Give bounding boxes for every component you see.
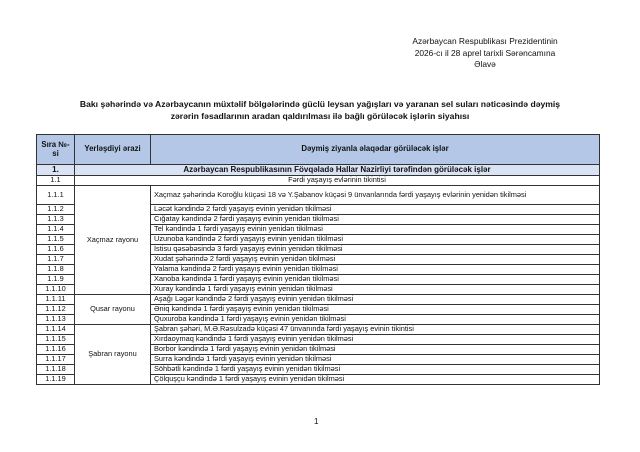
row-num: 1.1.14 — [37, 325, 75, 335]
table-row — [37, 186, 600, 205]
header-work: Dəymiş ziyanla əlaqədar görüləcək işlər — [151, 135, 600, 165]
header-area: Yerləşdiyi ərazi — [75, 135, 151, 165]
document-title — [40, 98, 600, 122]
header-num: Sıra №-si — [37, 135, 75, 165]
row-num: 1.1.13 — [37, 315, 75, 325]
row-text: Əniq kəndində 1 fərdi yaşayış evinin yenidən tikilməsi — [151, 305, 600, 315]
row-num: 1.1.9 — [37, 275, 75, 285]
row-text: Borbor kəndində 1 fərdi yaşayış evinin yenidən tikilməsi — [151, 345, 600, 355]
subsection-num: 1.1 — [37, 176, 75, 186]
row-num: 1.1.17 — [37, 355, 75, 365]
area-cell-xacmaz: Xaçmaz rayonu — [75, 186, 151, 295]
table-row — [37, 325, 600, 335]
row-num: 1.1.19 — [37, 375, 75, 385]
row-num: 1.1.8 — [37, 265, 75, 275]
subsection-label: Fərdi yaşayış evlərinin tikintisi — [75, 176, 600, 186]
area-cell-qusar: Qusar rayonu — [75, 295, 151, 325]
row-text: Çölquşçu kəndində 1 fərdi yaşayış evinin yenidən tikilməsi — [151, 375, 600, 385]
row-num: 1.1.11 — [37, 295, 75, 305]
row-num: 1.1.2 — [37, 205, 75, 215]
annex-line-1: Azərbaycan Respublikası Prezidentinin — [412, 36, 558, 46]
annex-line-2: 2026-cı il 28 aprel tarixli Sərəncamına — [414, 47, 556, 58]
row-text: Xırdaoymaq kəndində 1 fərdi yaşayış evinin yenidən tikilməsi — [151, 335, 600, 345]
row-text: Aşağı Ləgər kəndində 2 fərdi yaşayış evinin yenidən tikilməsi — [151, 295, 600, 305]
row-num: 1.1.7 — [37, 255, 75, 265]
row-text: Xuray kəndində 1 fərdi yaşayış evinin yenidən tikilməsi — [151, 285, 600, 295]
row-text: Yalama kəndində 2 fərdi yaşayış evinin yenidən tikilməsi — [151, 265, 600, 275]
row-text: Tel kəndində 1 fərdi yaşayış evinin yenidən tikilməsi — [151, 225, 600, 235]
table-header-row — [37, 135, 600, 165]
row-num: 1.1.10 — [37, 285, 75, 295]
row-num: 1.1.5 — [37, 235, 75, 245]
page-number: 1 — [314, 417, 319, 426]
row-num: 1.1.18 — [37, 365, 75, 375]
works-table — [36, 134, 600, 385]
annex-line-3: Əlavə — [474, 59, 496, 69]
row-num: 1.1.15 — [37, 335, 75, 345]
row-text: Xaçmaz şəhərində Koroğlu küçəsi 18 və Y.Şabanov küçəsi 9 ünvanlarında fərdi yaşayış evlərinin yenidən tikilməsi — [151, 186, 600, 205]
section-row — [37, 165, 600, 176]
row-text: Quxuroba kəndində 1 fərdi yaşayış evinin yenidən tikilməsi — [151, 315, 600, 325]
section-label: Azərbaycan Respublikasının Fövqəladə Hallar Nazirliyi tərəfindən görüləcək işlər — [75, 165, 600, 176]
row-num: 1.1.12 — [37, 305, 75, 315]
title-line-2: zərərin fəsadlarının aradan qaldırılması ilə bağlı görüləcək işlərin siyahısı — [170, 111, 470, 121]
row-num: 1.1.1 — [37, 186, 75, 205]
row-text: Surra kəndində 1 fərdi yaşayış evinin yenidən tikilməsi — [151, 355, 600, 365]
subsection-row — [37, 176, 600, 186]
row-text: İstisu qəsəbəsində 3 fərdi yaşayış evinin yenidən tikilməsi — [151, 245, 600, 255]
row-text: Uzunoba kəndində 2 fərdi yaşayış evinin yenidən tikilməsi — [151, 235, 600, 245]
row-text: Ləcət kəndində 2 fərdi yaşayış evinin yenidən tikilməsi — [151, 205, 600, 215]
title-line-1: Bakı şəhərində və Azərbaycanın müxtəlif bölgələrində güclü leysan yağışları və yaranan sel suları nəticəsində dəymiş — [79, 99, 561, 109]
row-num: 1.1.16 — [37, 345, 75, 355]
row-num: 1.1.6 — [37, 245, 75, 255]
row-text: Cığatay kəndində 2 fərdi yaşayış evinin yenidən tikilməsi — [151, 215, 600, 225]
row-num: 1.1.4 — [37, 225, 75, 235]
annex-header — [360, 36, 610, 71]
row-text: Xudat şəhərində 2 fərdi yaşayış evinin yenidən tikilməsi — [151, 255, 600, 265]
area-cell-sabran: Şabran rayonu — [75, 325, 151, 385]
row-text: Xanoba kəndində 1 fərdi yaşayış evinin yenidən tikilməsi — [151, 275, 600, 285]
row-text: Şabran şəhəri, M.Ə.Rəsulzadə küçəsi 47 ünvanında fərdi yaşayış evinin tikintisi — [151, 325, 600, 335]
row-text: Söhbətli kəndində 1 fərdi yaşayış evinin yenidən tikilməsi — [151, 365, 600, 375]
row-num: 1.1.3 — [37, 215, 75, 225]
section-num: 1. — [37, 165, 75, 176]
table-row — [37, 295, 600, 305]
